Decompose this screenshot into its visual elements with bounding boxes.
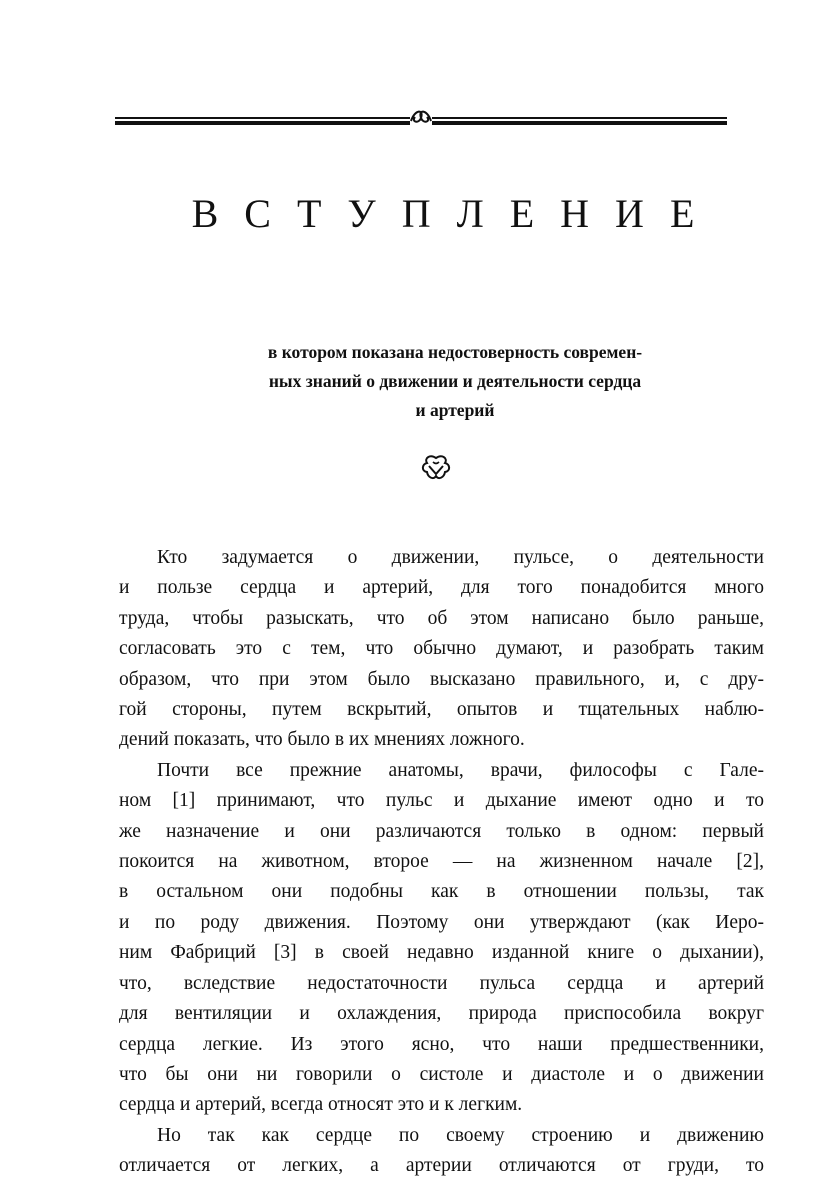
text-line: и по роду движения. Поэтому они утверждают (как Иеро- <box>119 911 764 933</box>
text-line: в остальном они подобны как в отношении пользы, так <box>119 881 764 903</box>
text-line: ном [1] принимают, что пульс и дыхание имеют одно и то <box>119 790 764 812</box>
text-line: же назначение и они различаются только в одном: первый <box>119 820 764 842</box>
text-line: отличается от легких, а артерии отличаются от груди, то <box>119 1155 764 1177</box>
text-line: образом, что при этом было высказано правильного, и, с дру- <box>119 668 764 690</box>
body-text <box>119 543 764 1182</box>
ornamental-rule-icon <box>115 106 727 136</box>
paragraph <box>119 756 764 1121</box>
text-line: гой стороны, путем вскрытий, опытов и тщательных наблю- <box>119 699 764 721</box>
subtitle-line: в котором показана недостоверность современ- <box>267 342 643 362</box>
text-line: согласовать это с тем, что обычно думают, и разобрать таким <box>119 638 764 660</box>
text-line: Почти все прежние анатомы, врачи, философы с Гале- <box>157 759 764 781</box>
text-line: и пользе сердца и артерий, для того понадобится много <box>119 577 764 599</box>
text-line: труда, чтобы разыскать, что об этом написано было раньше, <box>119 607 764 629</box>
text-line: для вентиляции и охлаждения, природа приспособила вокруг <box>119 1003 764 1025</box>
page-title: ВСТУПЛЕНИЕ <box>191 191 721 236</box>
paragraph <box>119 1121 764 1182</box>
text-line: Кто задумается о движении, пульсе, о деятельности <box>157 547 764 568</box>
text-line: что, вследствие недостаточности пульса сердца и артерий <box>119 972 764 994</box>
fleuron-icon <box>418 454 454 484</box>
text-line: сердца и артерий, всегда относят это и к легким. <box>119 1094 523 1116</box>
subtitle-line: и артерий <box>415 400 495 420</box>
text-line: дений показать, что было в их мнениях ложного. <box>119 729 525 751</box>
text-line: Но так как сердце по своему строению и движению <box>157 1124 764 1146</box>
chapter-subtitle <box>195 338 715 425</box>
text-line: сердца легкие. Из этого ясно, что наши предшественники, <box>119 1033 764 1055</box>
text-line: что бы они ни говорили о систоле и диастоле и о движении <box>119 1063 764 1085</box>
subtitle-line: ных знаний о движении и деятельности сердца <box>268 371 642 391</box>
paragraph <box>119 543 764 756</box>
text-line: покоится на животном, второе — на жизненном начале [2], <box>119 851 764 873</box>
text-line: ним Фабриций [3] в своей недавно изданной книге о дыхании), <box>119 942 764 964</box>
